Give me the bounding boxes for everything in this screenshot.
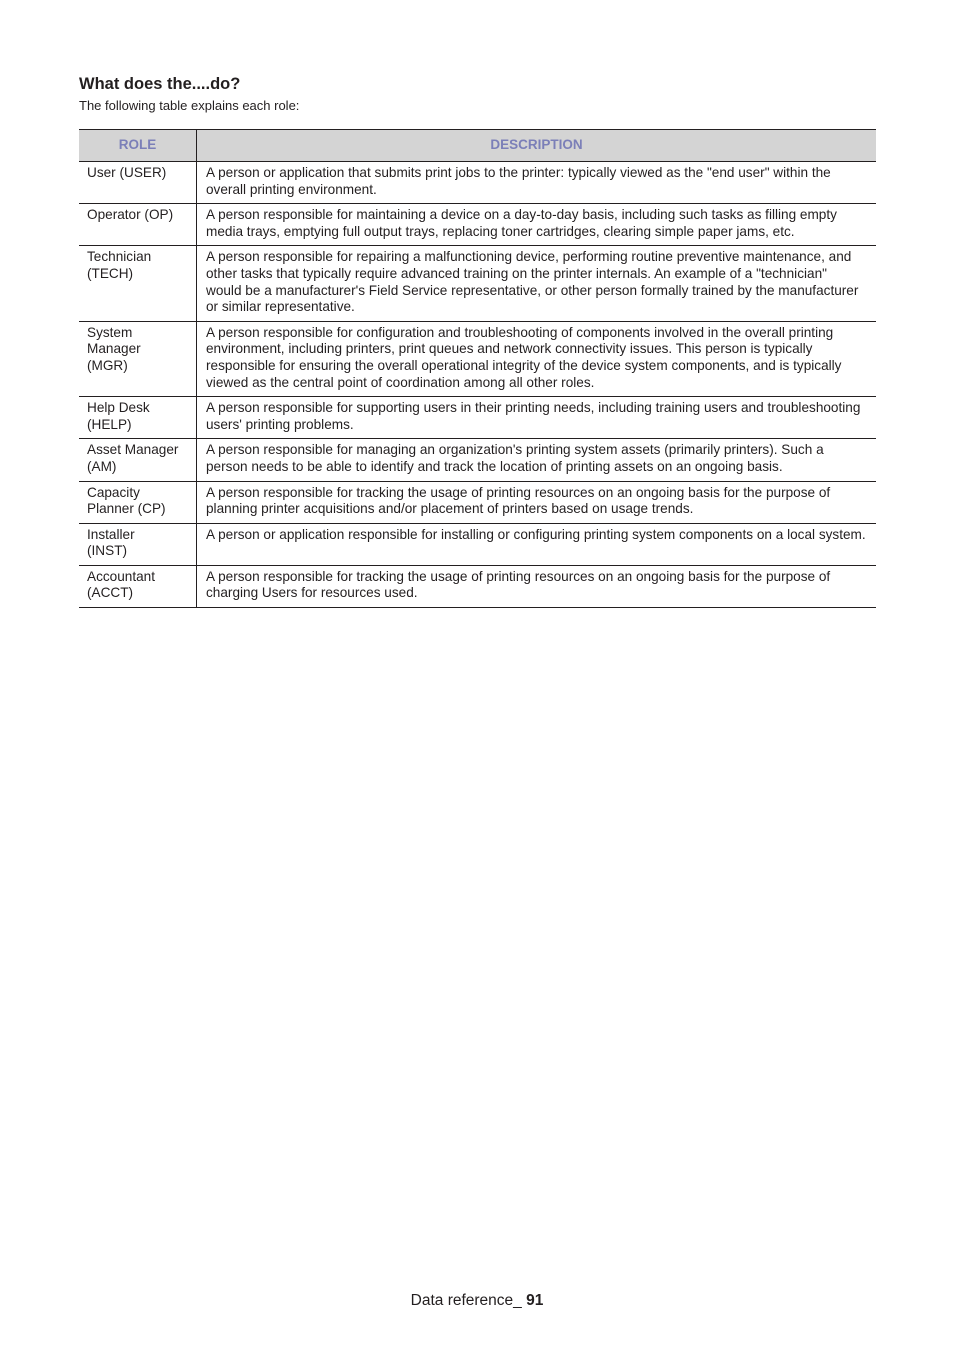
table-row: [79, 565, 876, 607]
table-row: [79, 397, 876, 439]
role-cell: Technician (TECH): [79, 246, 197, 321]
column-header-description: DESCRIPTION: [197, 130, 877, 162]
table-header-row: [79, 130, 876, 162]
description-cell: A person responsible for tracking the usage of printing resources on an ongoing basis for the purpose of planning printer acquisitions and/or placement of printers based on usage trends.: [197, 481, 877, 523]
section-intro: The following table explains each role:: [79, 98, 300, 113]
roles-table: [79, 129, 876, 608]
table-row: [79, 321, 876, 396]
table-row: [79, 162, 876, 204]
description-cell: A person or application responsible for installing or configuring printing system components on a local system.: [197, 523, 877, 565]
description-cell: A person or application that submits print jobs to the printer: typically viewed as the "end user" within the overall printing environment.: [197, 162, 877, 204]
column-header-role: ROLE: [79, 130, 197, 162]
role-cell: Installer (INST): [79, 523, 197, 565]
table-row: [79, 481, 876, 523]
description-cell: A person responsible for configuration and troubleshooting of components involved in the overall printing environment, including printers, print queues and network connectivity issues. This person is typically responsible for ensuring the overall operational integrity of the device system components, and is typically viewed as the central point of coordination among all other roles.: [197, 321, 877, 396]
role-cell: System Manager (MGR): [79, 321, 197, 396]
footer-section-label: Data reference_: [410, 1292, 527, 1309]
description-cell: A person responsible for tracking the usage of printing resources on an ongoing basis for the purpose of charging Users for resources used.: [197, 565, 877, 607]
description-cell: A person responsible for supporting users in their printing needs, including training users and troubleshooting users' printing problems.: [197, 397, 877, 439]
role-cell: User (USER): [79, 162, 197, 204]
role-cell: Operator (OP): [79, 204, 197, 246]
description-cell: A person responsible for maintaining a device on a day-to-day basis, including such tasks as filling empty media trays, emptying full output trays, replacing toner cartridges, clearing simple paper jams, etc.: [197, 204, 877, 246]
description-cell: A person responsible for managing an organization's printing system assets (primarily printers). Such a person needs to be able to identify and track the location of printing assets on an ongoing basis.: [197, 439, 877, 481]
role-cell: Accountant (ACCT): [79, 565, 197, 607]
page-footer: [0, 1292, 954, 1310]
section-title: What does the....do?: [79, 75, 241, 93]
table-row: [79, 523, 876, 565]
table-row: [79, 439, 876, 481]
table-row: [79, 204, 876, 246]
role-cell: Help Desk (HELP): [79, 397, 197, 439]
page-number: 91: [526, 1292, 544, 1309]
table-row: [79, 246, 876, 321]
description-cell: A person responsible for repairing a malfunctioning device, performing routine preventive maintenance, and other tasks that typically require advanced training on the printer internals. An example of a "technician" would be a manufacturer's Field Service representative, or other person formally trained by the manufacturer or similar representative.: [197, 246, 877, 321]
role-cell: Asset Manager (AM): [79, 439, 197, 481]
role-cell: Capacity Planner (CP): [79, 481, 197, 523]
